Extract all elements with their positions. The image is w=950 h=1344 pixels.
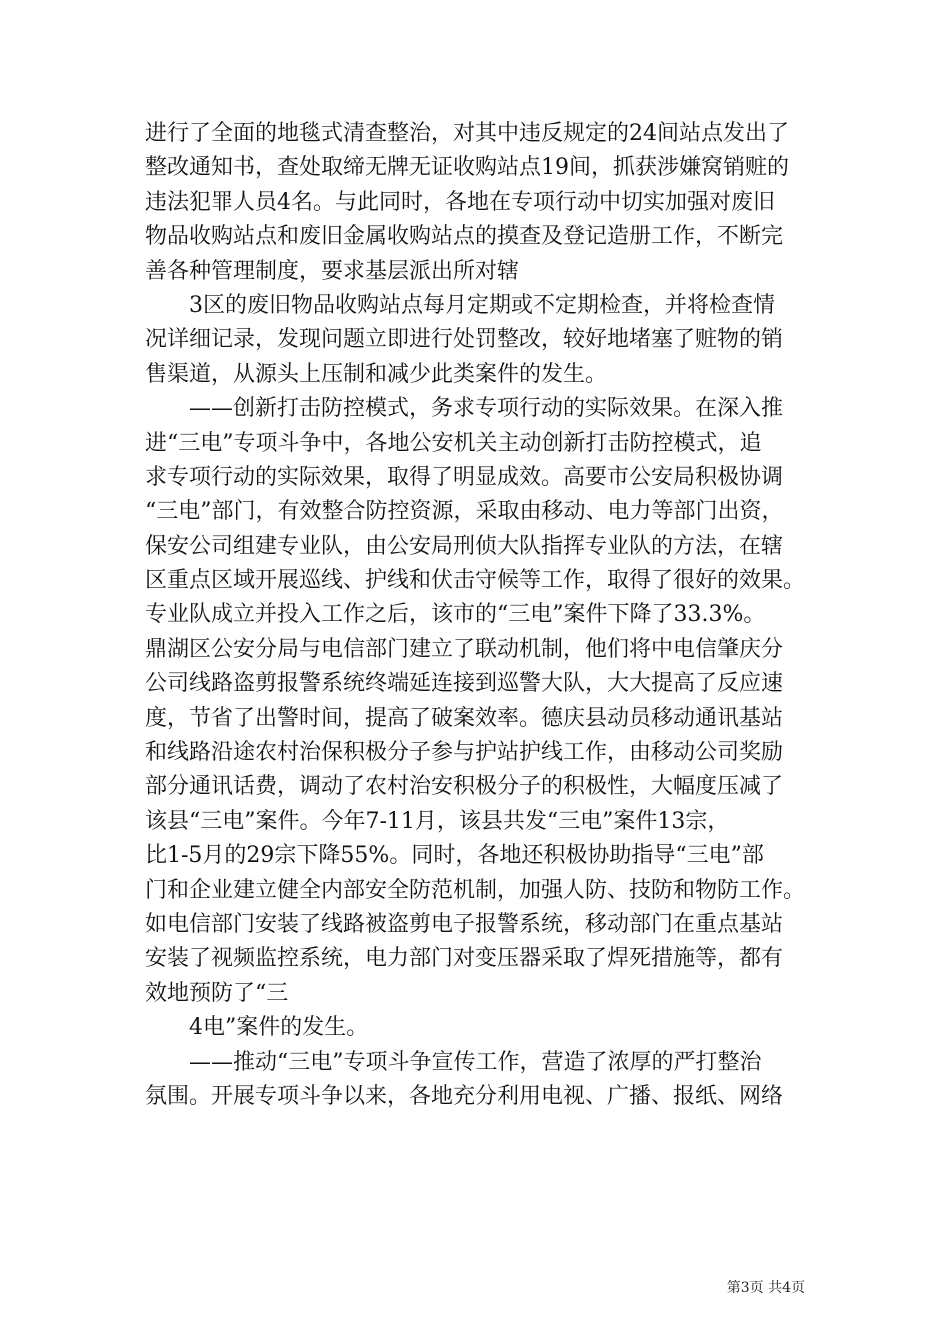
text-line: 善各种管理制度，要求基层派出所对辖 (145, 258, 520, 284)
text-line: 和线路沿途农村治保积极分子参与护站护线工作，由移动公司奖励 (145, 740, 784, 766)
text-line: 3区的废旧物品收购站点每月定期或不定期检查，并将检查情 (189, 292, 775, 318)
text-line: 售渠道，从源头上压制和减少此类案件的发生。 (145, 361, 608, 387)
text-line: “三电”部门，有效整合防控资源，采取由移动、电力等部门出资， (145, 499, 784, 525)
text-line: 公司线路盗剪报警系统终端延连接到巡警大队，大大提高了反应速 (145, 671, 784, 697)
text-line: 进行了全面的地毯式清查整治，对其中违反规定的24间站点发出了 (145, 121, 789, 146)
text-line: 整改通知书，查处取缔无牌无证收购站点19间，抓获涉嫌窝销赃的 (145, 155, 789, 181)
page-number: 第3页 共4页 (726, 1280, 805, 1296)
text-line: 物品收购站点和废旧金属收购站点的摸查及登记造册工作，不断完 (145, 224, 784, 250)
text-line: ——推动“三电”专项斗争宣传工作，营造了浓厚的严打整治 (189, 1049, 762, 1075)
text-line: 专业队成立并投入工作之后，该市的“三电”案件下降了33.3%。 (145, 602, 766, 628)
text-line: 鼎湖区公安分局与电信部门建立了联动机制，他们将中电信肇庆分 (145, 636, 784, 662)
text-line: 4电”案件的发生。 (189, 1015, 369, 1041)
text-line: 门和企业建立健全内部安全防范机制，加强人防、技防和物防工作。 (145, 877, 806, 903)
text-line: 比1-5月的29宗下降55%。同时，各地还积极协助指导“三电”部 (145, 843, 764, 869)
text-line: 该县“三电”案件。今年7-11月，该县共发“三电”案件13宗， (145, 808, 730, 834)
text-line: 氛围。开展专项斗争以来，各地充分利用电视、广播、报纸、网络 (145, 1083, 784, 1109)
text-line: ——创新打击防控模式，务求专项行动的实际效果。在深入推 (189, 396, 784, 422)
text-line: 安装了视频监控系统，电力部门对变压器采取了焊死措施等，都有 (145, 946, 784, 972)
text-line: 度，节省了出警时间，提高了破案效率。德庆县动员移动通讯基站 (145, 705, 784, 731)
text-line: 求专项行动的实际效果，取得了明显成效。高要市公安局积极协调 (145, 464, 784, 490)
text-line: 况详细记录，发现问题立即进行处罚整改，较好地堵塞了赃物的销 (145, 327, 784, 353)
text-line: 违法犯罪人员4名。与此同时，各地在专项行动中切实加强对废旧 (145, 189, 775, 215)
text-line: 保安公司组建专业队，由公安局刑侦大队指挥专业队的方法，在辖 (145, 533, 784, 559)
text-line: 如电信部门安装了线路被盗剪电子报警系统，移动部门在重点基站 (145, 911, 784, 937)
body-text (145, 117, 825, 1114)
text-line: 区重点区域开展巡线、护线和伏击守候等工作，取得了很好的效果。 (145, 568, 806, 594)
text-line: 进“三电”专项斗争中，各地公安机关主动创新打击防控模式，追 (145, 430, 762, 456)
text-line: 效地预防了“三 (145, 980, 289, 1006)
text-line: 部分通讯话费，调动了农村治安积极分子的积极性，大幅度压减了 (145, 774, 784, 800)
